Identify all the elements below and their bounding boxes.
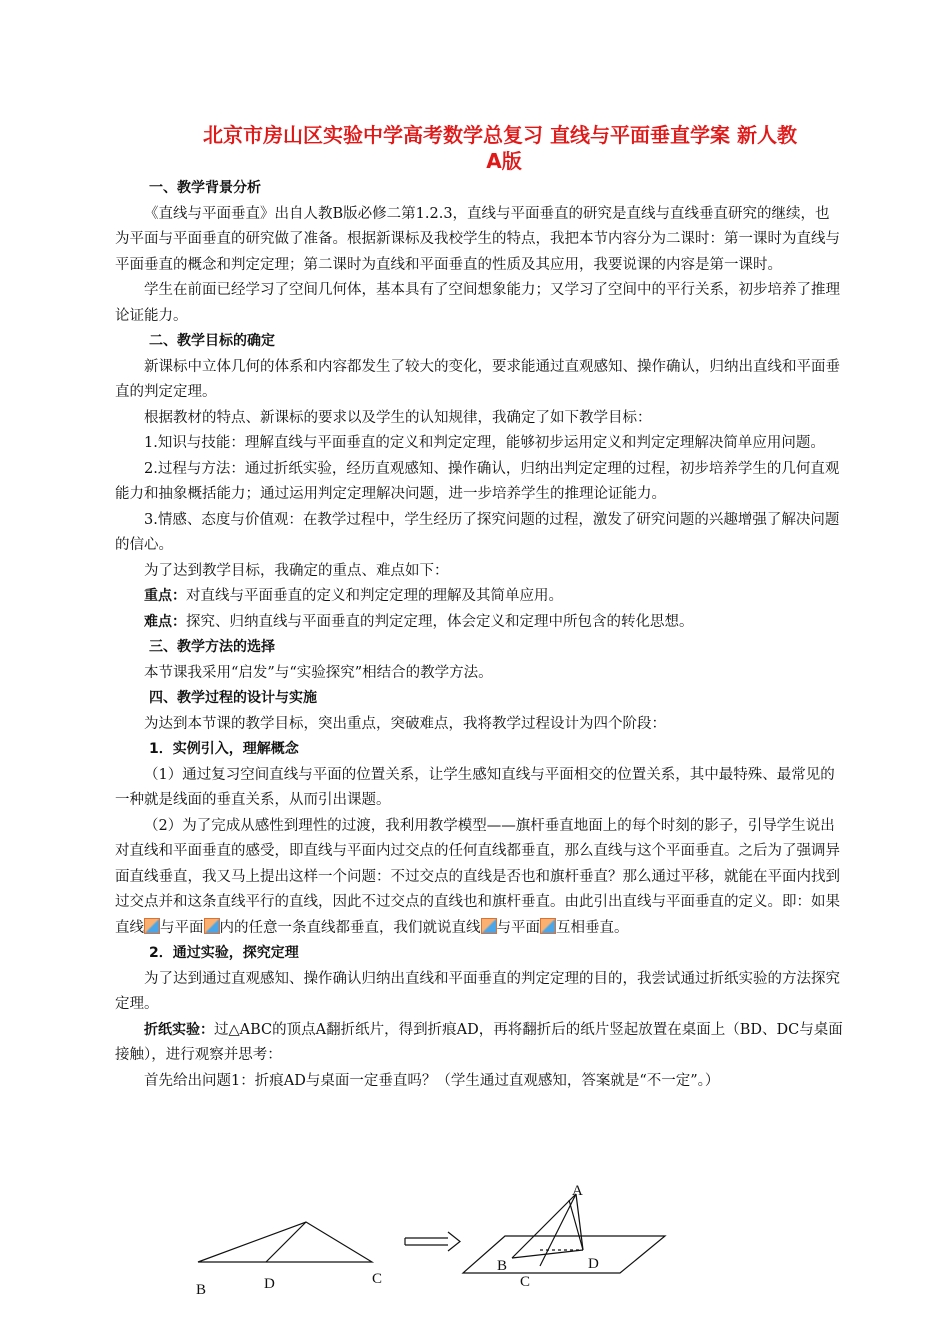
difficulty-label: 难点： — [144, 613, 186, 630]
label-right-c: C — [520, 1274, 531, 1290]
triangle-abc — [198, 1222, 372, 1262]
definition-text-a: （2）为了完成从感性到理性的过渡，我利用教学模型——旗杆垂直地面上的每个时刻的影子，引导学生说出对直线和平面垂直的感受，即直线与平面内过交点的任何直线都垂直，那么直线与这个平面垂直。之后为了强调异面直线垂直，我又马上提出这样一个问题：不过交点的直线是否也和旗杆垂直？那么通过平移，就能在平面内找到过交点并和这条直线平行的直线，因此不过交点的直线也和旗杆垂直。由此引出直线与平面垂直的定义。即：如果直线 — [115, 817, 840, 936]
title-line-1: 北京市房山区实验中学高考数学总复习 直线与平面垂直学案 新人教 — [203, 123, 797, 147]
section-4-heading: 四、教学过程的设计与实施 — [149, 690, 317, 706]
step-1-paragraph-1: （1）通过复习空间直线与平面的位置关系，让学生感知直线与平面相交的位置关系，其中最特殊、最常见的一种就是线面的垂直关系，从而引出课题。 — [115, 766, 835, 808]
section-1-paragraph-1: 《直线与平面垂直》出自人教B版必修二第1.2.3，直线与平面垂直的研究是直线与直线垂直研究的继续，也为平面与平面垂直的研究做了准备。根据新课标及我校学生的特点，我把本节内容分为二课时：第一课时为直线与平面垂直的概念和判定定理；第二课时为直线和平面垂直的性质及其应用，我要说课的内容是第一课时。 — [115, 205, 840, 273]
difficulty-text: 探究、归纳直线与平面垂直的判定定理，体会定义和定理中所包含的转化思想。 — [186, 613, 694, 630]
section-1-heading: 一、教学背景分析 — [149, 180, 261, 196]
label-left-c: C — [372, 1271, 383, 1287]
goal-2: 2.过程与方法：通过折纸实验，经历直观感知、操作确认，归纳出判定定理的过程，初步培养学生的几何直观能力和抽象概括能力；通过运用判定定理解决问题，进一步培养学生的推理论证能力。 — [115, 460, 840, 502]
section-2-paragraph-1: 新课标中立体几何的体系和内容都发生了较大的变化，要求能通过直观感知、操作确认，归纳出直线和平面垂直的判定定理。 — [115, 358, 840, 400]
label-left-d: D — [264, 1276, 275, 1292]
definition-text-e: 互相垂直。 — [556, 919, 629, 936]
edge-ab — [512, 1194, 576, 1258]
label-left-b: B — [196, 1282, 207, 1298]
goal-3: 3.情感、态度与价值观：在教学过程中，学生经历了探究问题的过程，激发了研究问题的兴趣增强了解决问题的信心。 — [115, 511, 840, 553]
section-1-paragraph-2: 学生在前面已经学习了空间几何体，基本具有了空间想象能力；又学习了空间中的平行关系，初步培养了推理论证能力。 — [115, 282, 840, 324]
section-4-paragraph-1: 为达到本节课的教学目标，突出重点，突破难点，我将教学过程设计为四个阶段： — [144, 715, 666, 732]
section-2-paragraph-3: 为了达到教学目标，我确定的重点、难点如下： — [144, 562, 449, 579]
step-2-heading: 2．通过实验，探究定理 — [149, 945, 299, 961]
section-3-paragraph-1: 本节课我采用“启发”与“实验探究”相结合的教学方法。 — [144, 664, 493, 681]
definition-text-c: 内的任意一条直线都垂直，我们就说直线 — [219, 919, 481, 936]
table-plane — [463, 1236, 665, 1273]
fold-experiment-label: 折纸实验： — [144, 1021, 214, 1038]
key-point-label: 重点： — [144, 588, 186, 604]
section-3-heading: 三、教学方法的选择 — [149, 639, 275, 655]
step-2-paragraph-1: 为了达到通过直观感知、操作确认归纳出直线和平面垂直的判定定理的目的，我尝试通过折纸实验的方法探究定理。 — [115, 970, 840, 1012]
goal-1: 1.知识与技能：理解直线与平面垂直的定义和判定定理，能够初步运用定义和判定定理解决简单应用问题。 — [144, 435, 825, 451]
step-1-heading: 1．实例引入，理解概念 — [149, 741, 299, 757]
label-right-b: B — [497, 1258, 508, 1274]
title-line-2: A版 — [486, 149, 522, 173]
question-1: 首先给出问题1：折痕AD与桌面一定垂直吗？（学生通过直观感知，答案就是“不一定”。） — [144, 1072, 720, 1089]
fold-experiment-text: 过△ABC的顶点A翻折纸片，得到折痕AD，再将翻折后的纸片竖起放置在桌面上（BD、DC与桌面接触），进行观察并思考： — [115, 1021, 843, 1063]
label-right-d: D — [588, 1256, 599, 1272]
label-right-a: A — [572, 1183, 583, 1199]
section-2-paragraph-2: 根据教材的特点、新课标的要求以及学生的认知规律，我确定了如下教学目标： — [144, 409, 652, 426]
edge-ad-1 — [576, 1194, 583, 1250]
fold-line-ad — [266, 1222, 306, 1262]
key-point-text: 对直线与平面垂直的定义和判定定理的理解及其简单应用。 — [186, 588, 563, 604]
definition-text-d: 与平面 — [496, 919, 540, 936]
section-2-heading: 二、教学目标的确定 — [149, 333, 275, 349]
edge-ad-2 — [569, 1200, 583, 1250]
arrow-head — [448, 1232, 460, 1251]
definition-text-b: 与平面 — [160, 919, 204, 936]
